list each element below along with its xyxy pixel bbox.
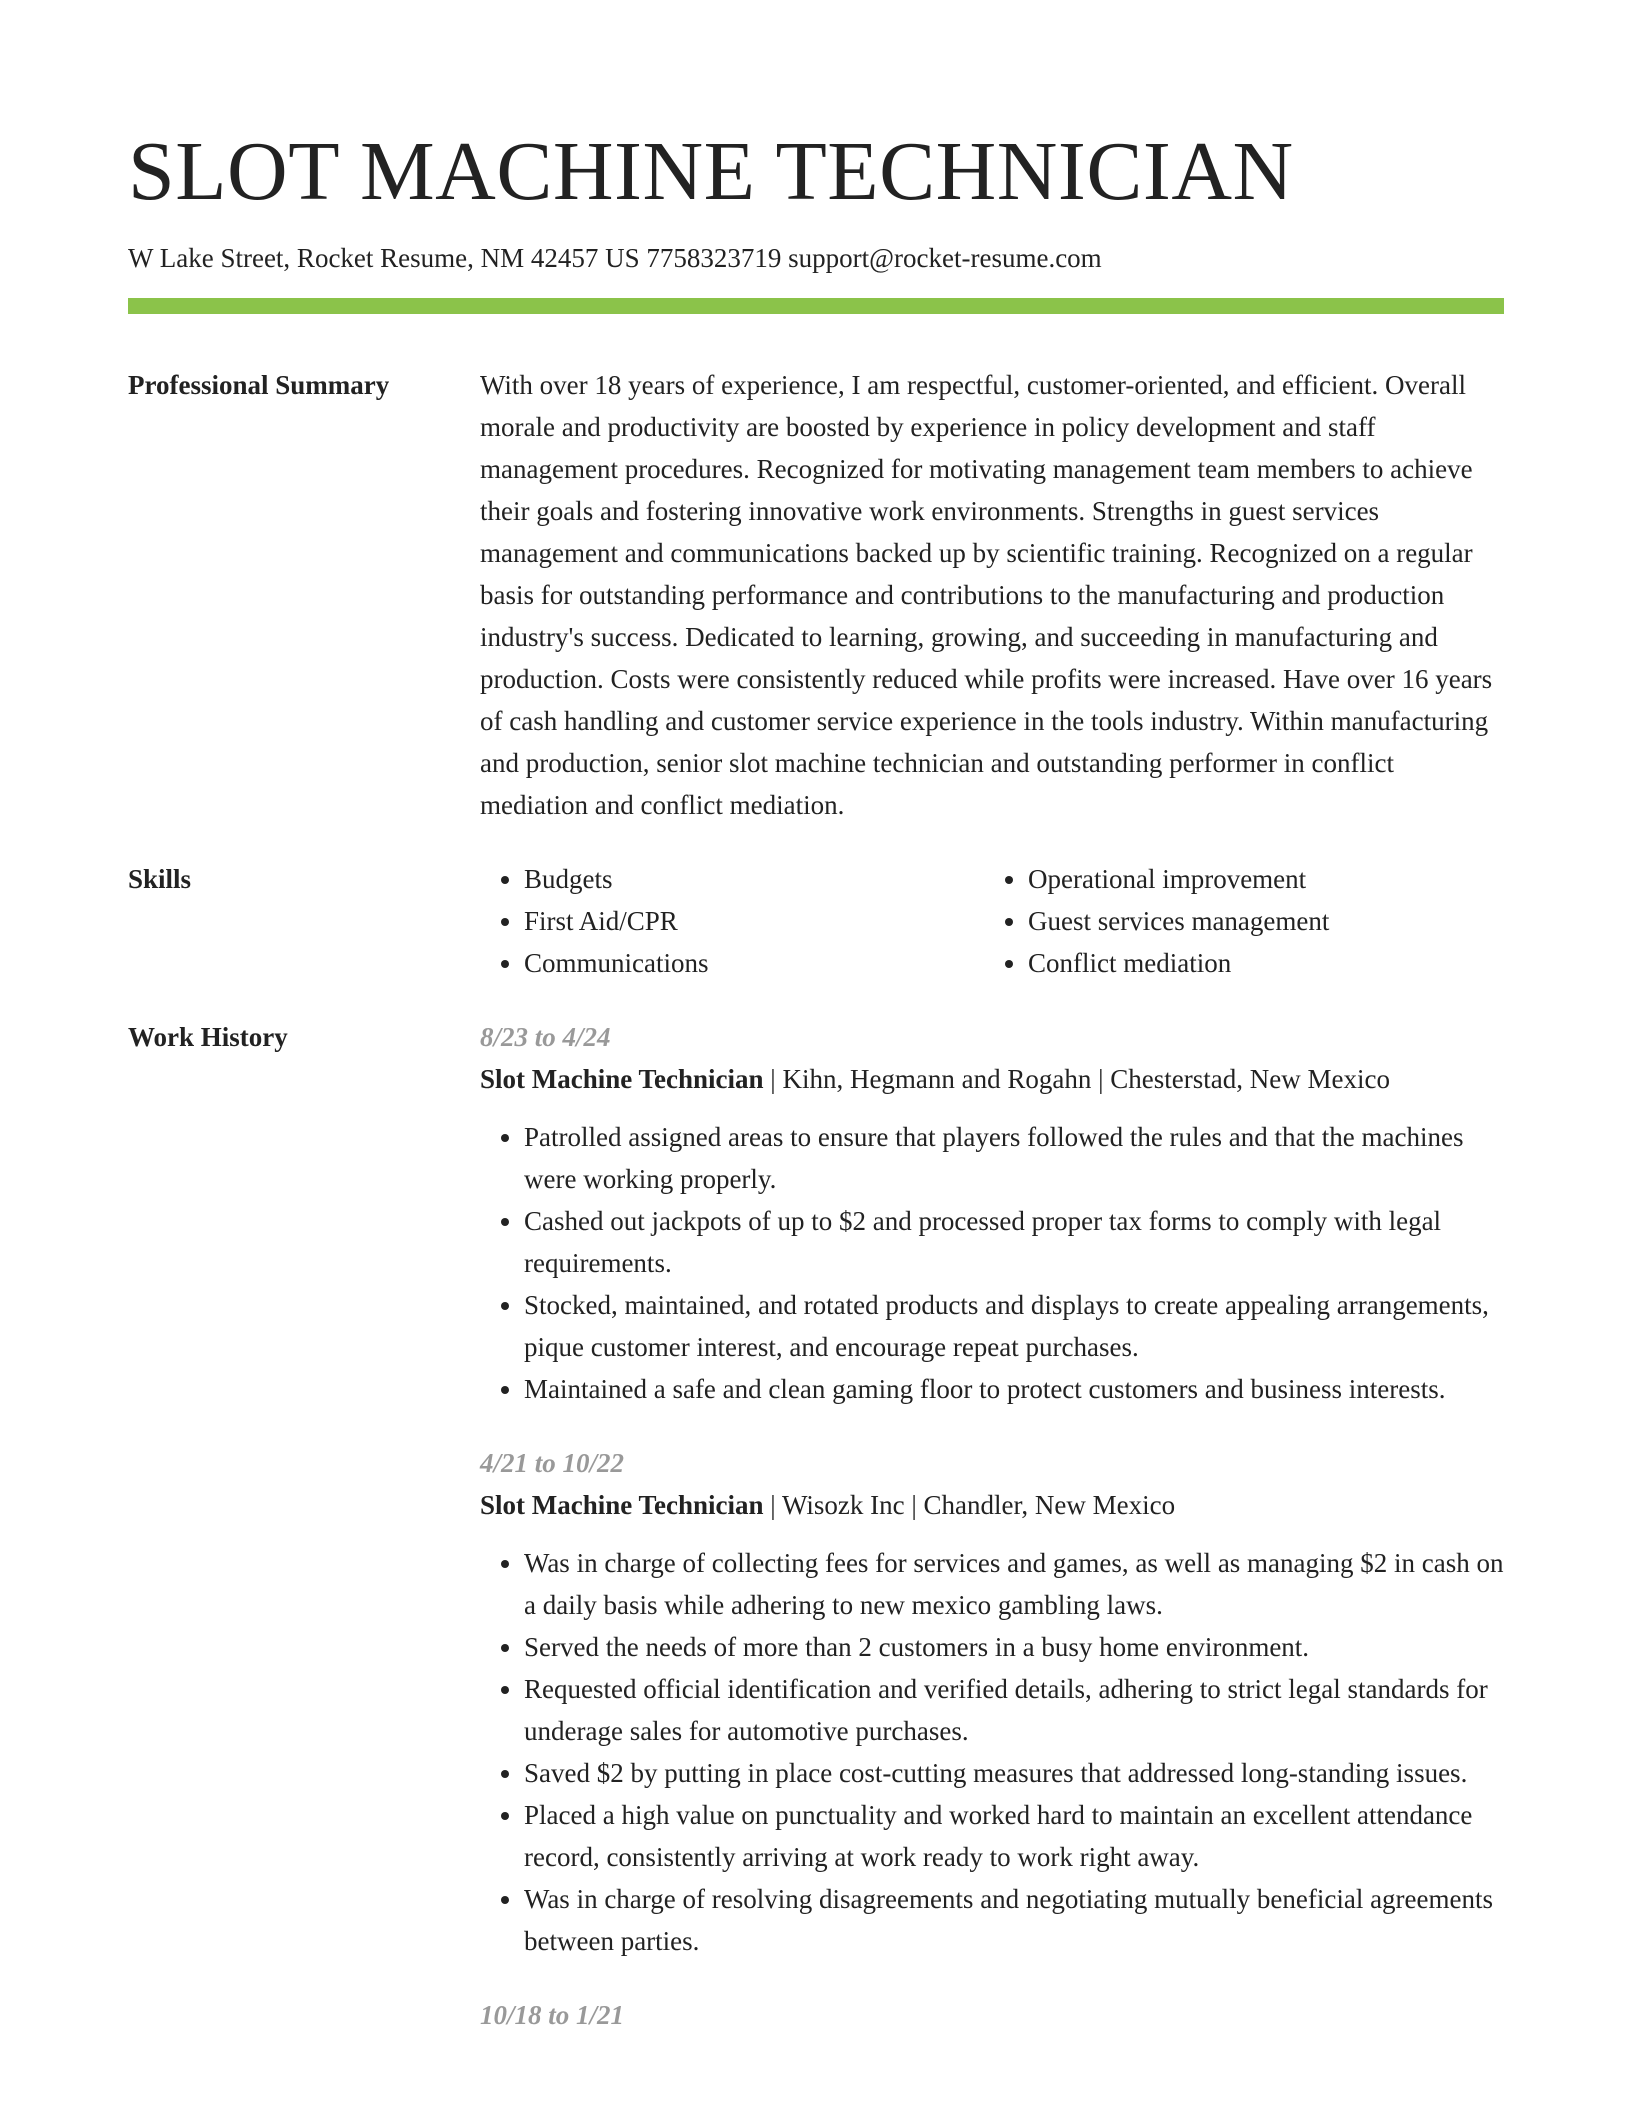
job-bullet: • Maintained a safe and clean gaming floor to protect customers and business interests.: [524, 1368, 1504, 1410]
job-bullet: • Patrolled assigned areas to ensure that players followed the rules and that the machines were working properly.: [524, 1116, 1504, 1200]
resume-title: SLOT MACHINE TECHNICIAN: [128, 125, 1294, 218]
skill-item: • First Aid/CPR: [524, 900, 984, 942]
job-bullet: • Was in charge of resolving disagreements and negotiating mutually beneficial agreements between parties.: [524, 1878, 1504, 1962]
skill-item: • Operational improvement: [1028, 858, 1488, 900]
job-dates: 4/21 to 10/22: [480, 1448, 625, 1478]
section-label-skills: Skills: [128, 864, 192, 894]
job-entry: [480, 1016, 1504, 1410]
skill-item: • Communications: [524, 942, 984, 984]
job-role: Slot Machine Technician: [480, 1490, 764, 1520]
job-bullet: • Requested official identification and verified details, adhering to strict legal standards for underage sales for automotive purchases.: [524, 1668, 1504, 1752]
job-bullets: [480, 1116, 1504, 1410]
job-title-line: [480, 1058, 1504, 1100]
resume-page: [128, 0, 1504, 2068]
section-label-work: Work History: [128, 1022, 288, 1052]
accent-divider: [128, 298, 1504, 314]
job-bullet: • Was in charge of collecting fees for services and games, as well as managing $2 in cash on a daily basis while adhering to new mexico gambling laws.: [524, 1542, 1504, 1626]
summary-text: With over 18 years of experience, I am respectful, customer-oriented, and efficient. Overall morale and productivity are boosted by experience in policy development and staff management procedures. Recognized for motivating management team members to achieve their goals and fostering innovative work environments. Strengths in guest services management and communications backed up by scientific training. Recognized on a regular basis for outstanding performance and contributions to the manufacturing and production industry's success. Dedicated to learning, growing, and succeeding in manufacturing and production. Costs were consistently reduced while profits were increased. Have over 16 years of cash handling and customer service experience in the tools industry. Within manufacturing and production, senior slot machine technician and outstanding performer in conflict mediation and conflict mediation.: [480, 370, 1493, 820]
professional-summary-section: [128, 364, 1504, 826]
job-bullet: • Served the needs of more than 2 customers in a busy home environment.: [524, 1626, 1504, 1668]
job-bullets: [480, 1542, 1504, 1962]
skill-item: • Guest services management: [1028, 900, 1488, 942]
job-dates: 8/23 to 4/24: [480, 1022, 611, 1052]
skills-section: [128, 858, 1504, 984]
job-entry: [480, 1442, 1504, 1962]
job-bullet: • Cashed out jackpots of up to $2 and processed proper tax forms to comply with legal requirements.: [524, 1200, 1504, 1284]
job-dates: 10/18 to 1/21: [480, 2000, 625, 2030]
contact-line: W Lake Street, Rocket Resume, NM 42457 US 7758323719 support@rocket-resume.com: [128, 243, 1102, 273]
work-history-section: [128, 1016, 1504, 2068]
job-title-line: [480, 1484, 1504, 1526]
job-details: | Wisozk Inc | Chandler, New Mexico: [763, 1490, 1176, 1520]
work-history-body: [480, 1016, 1504, 2068]
skill-item: • Budgets: [524, 858, 984, 900]
section-label-summary: Professional Summary: [128, 370, 390, 400]
skills-grid: [480, 858, 1504, 984]
job-details: | Kihn, Hegmann and Rogahn | Chesterstad, New Mexico: [763, 1064, 1390, 1094]
skills-column-left: [480, 858, 984, 984]
job-bullet: • Saved $2 by putting in place cost-cutting measures that addressed long-standing issues.: [524, 1752, 1504, 1794]
skill-item: • Conflict mediation: [1028, 942, 1488, 984]
job-bullet: • Stocked, maintained, and rotated products and displays to create appealing arrangements, pique customer interest, and encourage repeat purchases.: [524, 1284, 1504, 1368]
job-bullet: • Placed a high value on punctuality and worked hard to maintain an excellent attendance record, consistently arriving at work ready to work right away.: [524, 1794, 1504, 1878]
skills-body: [480, 858, 1504, 984]
skills-column-right: [984, 858, 1488, 984]
job-entry: [480, 1994, 1504, 2036]
job-role: Slot Machine Technician: [480, 1064, 764, 1094]
